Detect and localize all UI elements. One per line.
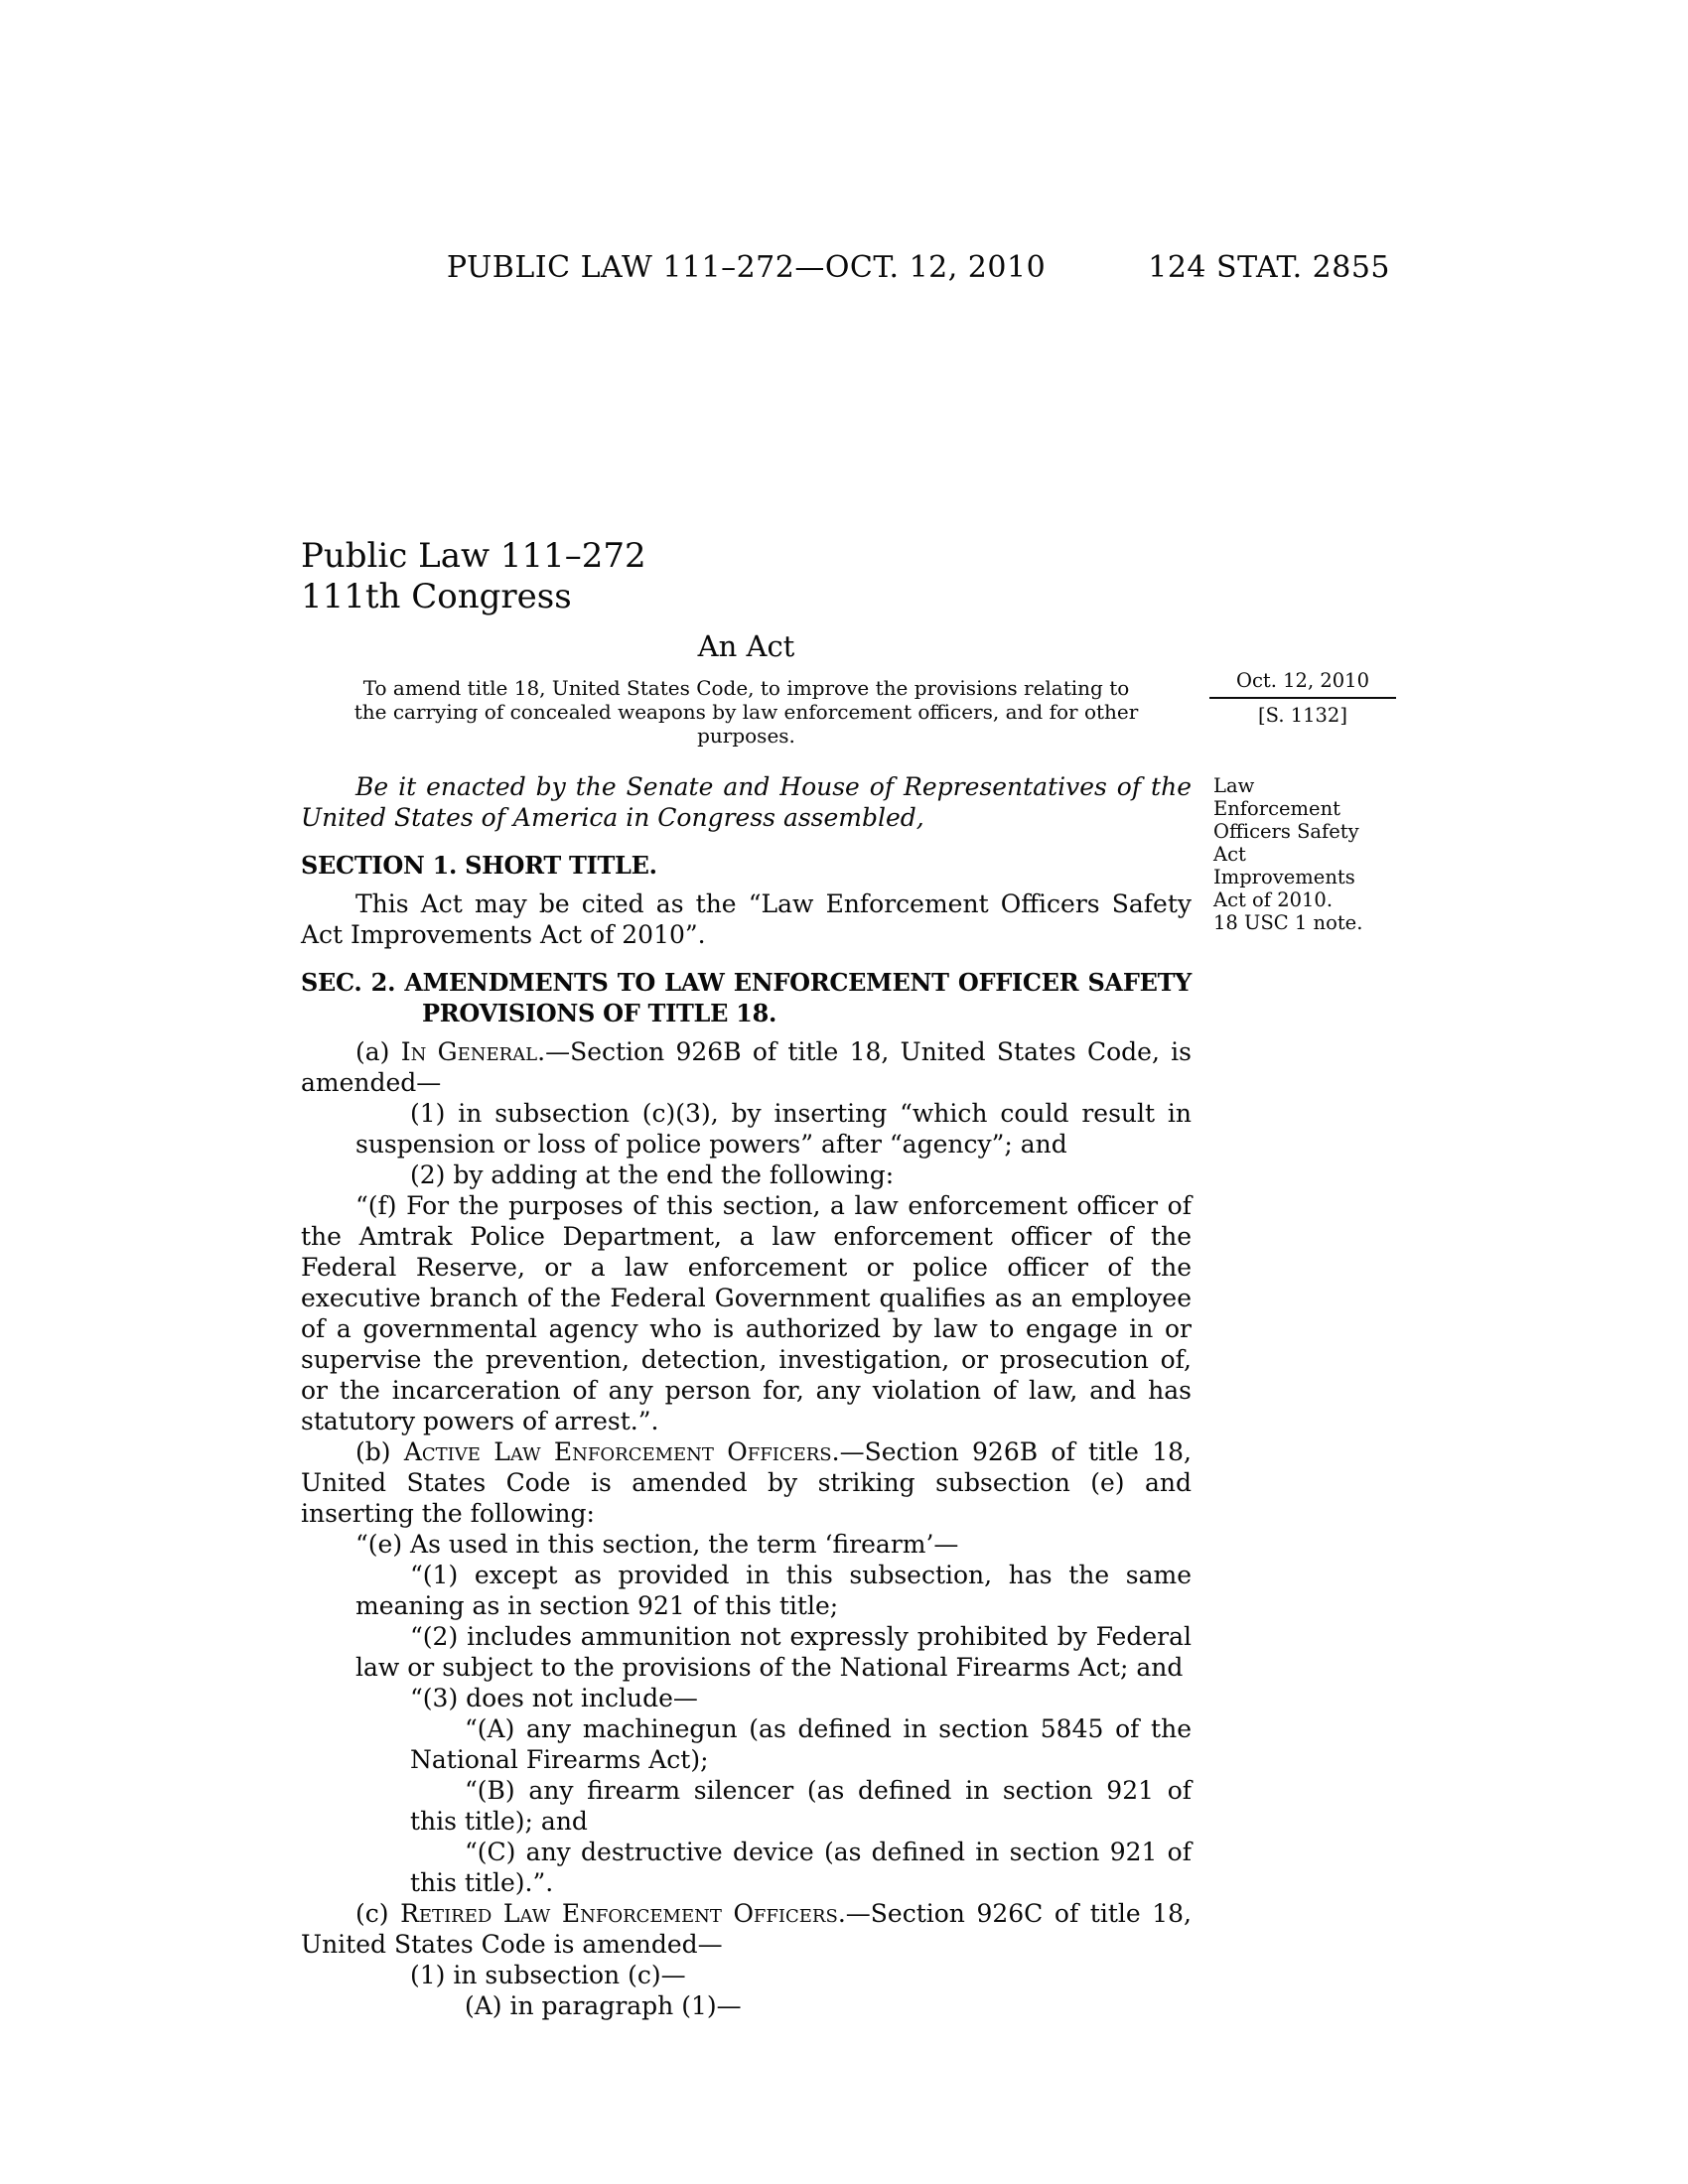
- para-e: “(e) As used in this section, the term ‘firearm’—: [355, 1530, 959, 1559]
- para-a-smallcaps: In General: [400, 1037, 538, 1066]
- para-a2: (2) by adding at the end the following:: [410, 1160, 895, 1189]
- margin-note-short-title: [1213, 774, 1384, 934]
- section1-text: This Act may be cited as the “Law Enforcement Officers Safety Act Improvements Act of 2010”.: [301, 889, 1192, 949]
- doc-title-line2: 111th Congress: [301, 577, 572, 616]
- para-c-rest: .—Section 926C of title 18, United States Code is amended—: [301, 1899, 1192, 1959]
- para-e1: “(1) except as provided in this subsection, has the same meaning as in section 921 of this title;: [355, 1561, 1192, 1620]
- para-a1: (1) in subsection (c)(3), by inserting “which could result in suspension or loss of police powers” after “agency”; and: [355, 1099, 1192, 1159]
- para-b-smallcaps: Active Law Enforcement Officers: [403, 1437, 832, 1466]
- para-a-rest: .—Section 926B of title 18, United States Code, is amended—: [301, 1037, 1193, 1097]
- usc-note-text: 18 USC 1 note.: [1213, 911, 1363, 934]
- para-e3c: “(C) any destructive device (as defined in section 921 of this title).”.: [410, 1838, 1192, 1897]
- para-e3b: “(B) any firearm silencer (as defined in section 921 of this title); and: [410, 1776, 1192, 1836]
- para-c1: (1) in subsection (c)—: [410, 1961, 686, 1989]
- enacting-clause: Be it enacted by the Senate and House of Representatives of the United States of America in Congress assembled,: [301, 772, 1192, 832]
- para-e2: “(2) includes ammunition not expressly prohibited by Federal law or subject to the provisions of the National Firearms Act; and: [355, 1622, 1192, 1682]
- section1-heading: SECTION 1. SHORT TITLE.: [301, 851, 657, 880]
- body-column: [301, 536, 1192, 2021]
- para-f: “(f) For the purposes of this section, a law enforcement officer of the Amtrak Police Department, a law enforcement officer of the Federal Reserve, or a law enforcement or police officer of the executive branch of the Federal Government qualifies as an employee of a governmental agency who is authorized by law to engage in or supervise the prevention, detection, investigation, or prosecution of, or the incarceration of any person for, any violation of law, and has statutory powers of arrest.”.: [301, 1191, 1192, 1435]
- act-heading: An Act: [697, 629, 795, 663]
- short-title-note-text: Law Enforcement Officers Safety Act Improvements Act of 2010.: [1213, 774, 1359, 911]
- para-b-prefix: (b): [355, 1437, 404, 1466]
- para-c-prefix: (c): [355, 1899, 401, 1928]
- margin-note-date: [1209, 669, 1396, 727]
- para-c: [301, 1898, 1192, 1960]
- running-header: [301, 250, 1390, 290]
- date-text: Oct. 12, 2010: [1209, 669, 1396, 699]
- para-a-prefix: (a): [355, 1037, 401, 1066]
- para-c-smallcaps: Retired Law Enforcement Officers: [400, 1899, 838, 1928]
- header-law-number: PUBLIC LAW 111–272—OCT. 12, 2010: [446, 250, 1047, 285]
- header-stat-number: 124 STAT. 2855: [1148, 250, 1390, 285]
- para-b: [301, 1436, 1192, 1529]
- preamble: To amend title 18, United States Code, to improve the provisions relating to the carrying of concealed weapons by law enforcement officers, and for other purposes.: [353, 676, 1139, 748]
- para-c1a: (A) in paragraph (1)—: [465, 1991, 742, 2020]
- para-a: [301, 1036, 1192, 1098]
- para-b-rest: .—Section 926B of title 18, United States Code is amended by striking subsection (e) and inserting the following:: [301, 1437, 1192, 1528]
- doc-title-line1: Public Law 111–272: [301, 536, 646, 576]
- para-e3: “(3) does not include—: [410, 1684, 698, 1712]
- sec2-heading: SEC. 2. AMENDMENTS TO LAW ENFORCEMENT OFFICER SAFETY PROVISIONS OF TITLE 18.: [301, 968, 1192, 1027]
- bill-number: [S. 1132]: [1258, 704, 1347, 727]
- para-e3a: “(A) any machinegun (as defined in section 5845 of the National Firearms Act);: [410, 1714, 1192, 1774]
